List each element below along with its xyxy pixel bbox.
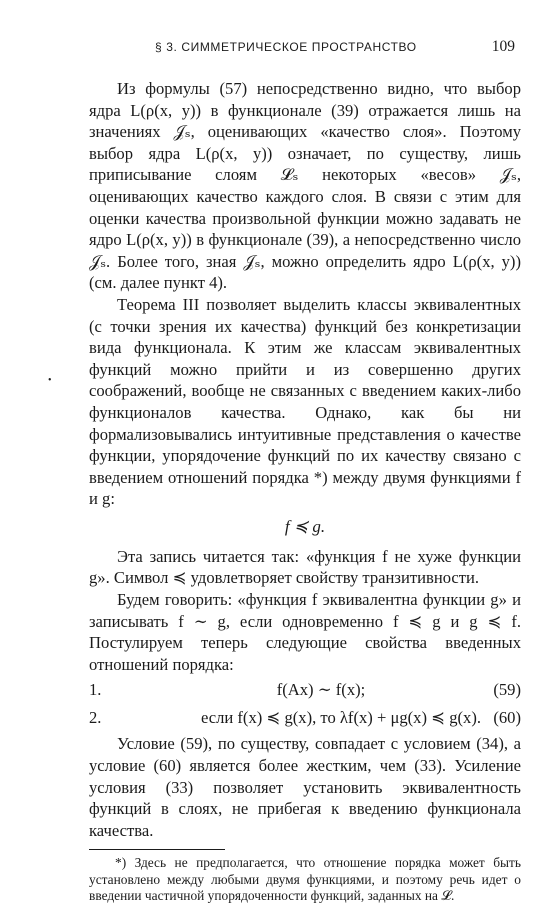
page-number: 109 [491, 38, 515, 55]
condition-number: 1. [89, 680, 102, 700]
running-head: § 3. СИММЕТРИЧЕСКОЕ ПРОСТРАНСТВО [155, 40, 417, 54]
paragraph-theorem-three: Теорема III позволяет выделить классы эквивалентных (с точки зрения их качества) функций без конкретизации вида функционала. К этим же классам эквивалентных функций можно прийти и из совершенно других соображений, вообще не связанных с введением каких-либо функционалов качества. Однако, как бы ни формализовывались интуитивные представления о качестве функции, упорядочение функций по их качеству связано с введением отношений порядка *) между двумя функциями f и g: [89, 294, 521, 509]
paragraph-equivalence: Будем говорить: «функция f эквивалентна функции g» и записывать f ∼ g, если одновременно f ≼ g и g ≼ f. Постулируем теперь следующие свойства введенных отношений порядка: [89, 590, 521, 674]
display-formula-order: f ≼ g. [284, 516, 326, 536]
condition-expression: f(Ax) ∼ f(x); [276, 680, 366, 700]
margin-mark: • [48, 375, 52, 386]
footnote: *) Здесь не предполагается, что отношение порядка может быть установлено между любыми двумя функциями, и поэтому речь идет о введении частичной упорядоченности функций, заданных на 𝓛. [89, 855, 521, 904]
page-body [89, 78, 521, 905]
equation-tag: (60) [493, 708, 521, 728]
condition-60 [89, 705, 521, 731]
footnote-divider [89, 849, 225, 850]
condition-59 [89, 677, 521, 703]
page-header [155, 38, 515, 60]
equation-tag: (59) [493, 680, 521, 700]
condition-expression: если f(x) ≼ g(x), то λf(x) + μg(x) ≼ g(x). [200, 708, 481, 728]
condition-number: 2. [89, 708, 102, 728]
paragraph-reading: Эта запись читается так: «функция f не хуже функции g». Символ ≼ удовлетворяет свойству транзитивности. [89, 546, 521, 588]
paragraph-kernel-choice: Из формулы (57) непосредственно видно, что выбор ядра L(ρ(x, y)) в функционале (39) отражается лишь на значениях 𝒥ₛ, оценивающих «качество слоя». Поэтому выбор ядра L(ρ(x, y)) означает, по существу, лишь приписывание слоям 𝓛ₛ некоторых «весов» 𝒥ₛ, оценивающих качество каждого слоя. В связи с этим для оценки качества произвольной функции можно задавать не ядро L(ρ(x, y)) в функционале (39), а непосредственно число 𝒥ₛ. Более того, зная 𝒥ₛ, можно определить ядро L(ρ(x, y)) (см. далее пункт 4). [89, 79, 521, 293]
paragraph-conclusion: Условие (59), по существу, совпадает с условием (34), а условие (60) является более жестким, чем (33). Усиление условия (33) позволяет установить эквивалентность функций в слоях, не прибегая к введению функционала качества. [89, 734, 521, 840]
